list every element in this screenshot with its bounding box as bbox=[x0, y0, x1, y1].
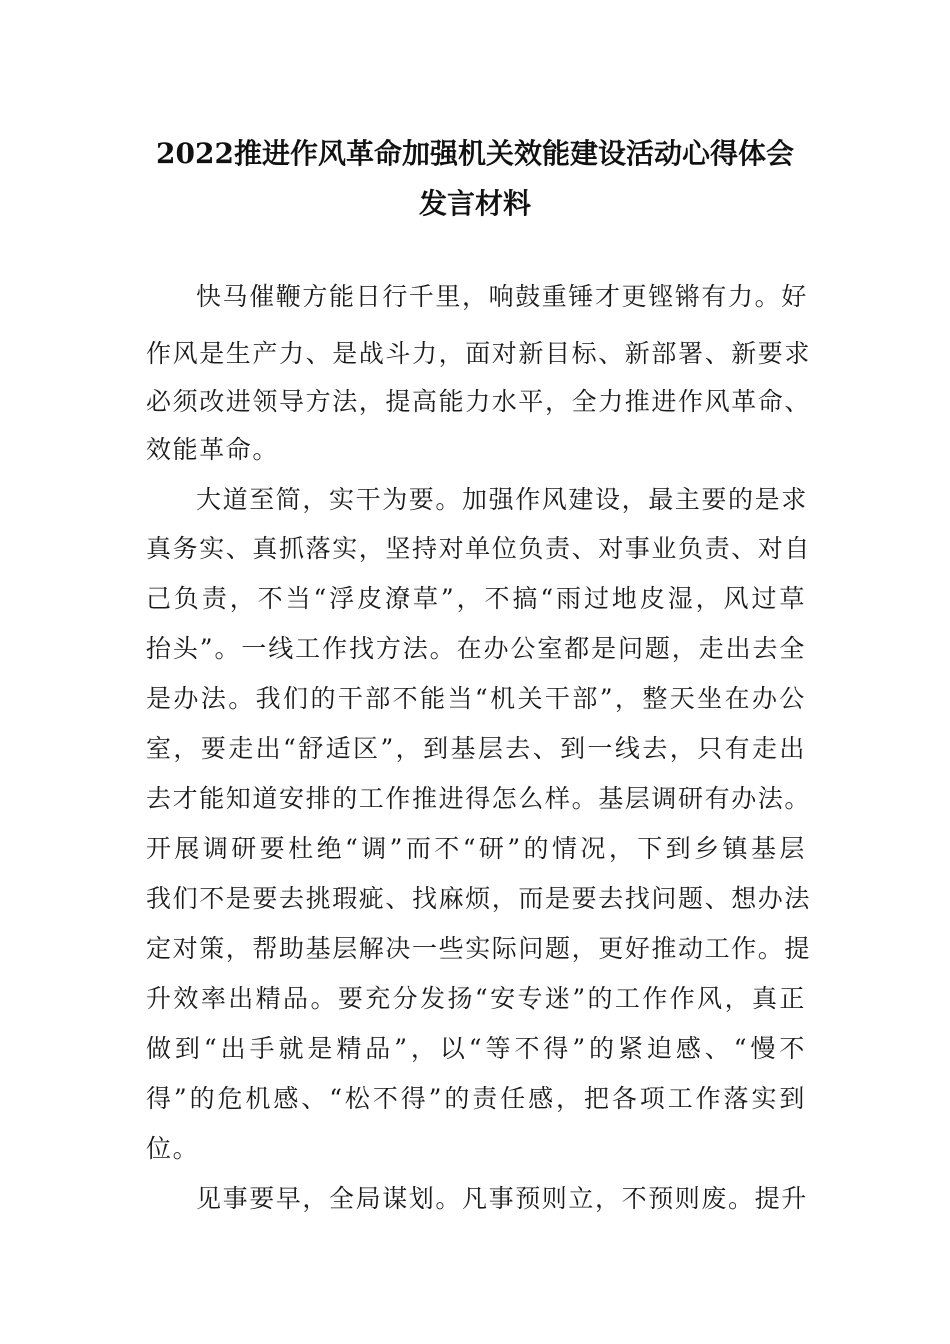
paragraph-2-line-12: 做到“出手就是精品”，以“等不得”的紧迫感、“慢不 bbox=[146, 1034, 806, 1063]
paragraph-2-line-11: 升效率出精品。要充分发扬“安专迷”的工作作风，真正 bbox=[146, 984, 806, 1013]
paragraph-1-line-3: 必须改进领导方法，提高能力水平，全力推进作风革命、 bbox=[146, 387, 812, 416]
paragraph-2-line-13: 得”的危机感、“松不得”的责任感，把各项工作落实到 bbox=[146, 1084, 806, 1113]
paragraph-2-line-4: 抬头”。一线工作找方法。在办公室都是问题，走出去全 bbox=[146, 634, 806, 663]
paragraph-1-line-2: 作风是生产力、是战斗力，面对新目标、新部署、新要求 bbox=[146, 339, 812, 368]
paragraph-2-line-14: 位。 bbox=[146, 1134, 200, 1163]
paragraph-2-line-5: 是办法。我们的干部不能当“机关干部”，整天坐在办公 bbox=[146, 684, 806, 713]
paragraph-1-line-1: 快马催鞭方能日行千里，响鼓重锤才更铿锵有力。好 bbox=[196, 282, 808, 311]
paragraph-2-line-6: 室，要走出“舒适区”，到基层去、到一线去，只有走出 bbox=[146, 734, 806, 763]
document-title-line-2: 发言材料 bbox=[418, 187, 531, 220]
paragraph-2-line-8: 开展调研要杜绝“调”而不“研”的情况，下到乡镇基层 bbox=[146, 834, 806, 863]
paragraph-2-line-9: 我们不是要去挑瑕疵、找麻烦，而是要去找问题、想办法 bbox=[146, 884, 812, 913]
paragraph-2-line-7: 去才能知道安排的工作推进得怎么样。基层调研有办法。 bbox=[146, 784, 812, 813]
paragraph-2-line-1: 大道至简，实干为要。加强作风建设，最主要的是求 bbox=[196, 485, 808, 514]
paragraph-2-line-2: 真务实、真抓落实，坚持对单位负责、对事业负责、对自 bbox=[146, 534, 812, 563]
paragraph-2-line-10: 定对策，帮助基层解决一些实际问题，更好推动工作。提 bbox=[146, 934, 812, 963]
paragraph-1-line-4: 效能革命。 bbox=[146, 435, 280, 464]
paragraph-2-line-3: 己负责，不当“浮皮潦草”，不搞“雨过地皮湿，风过草 bbox=[146, 584, 806, 613]
document-title-line-1: 2022推进作风革命加强机关效能建设活动心得体会 bbox=[156, 137, 794, 170]
paragraph-3-line-1: 见事要早，全局谋划。凡事预则立，不预则废。提升 bbox=[196, 1184, 808, 1213]
